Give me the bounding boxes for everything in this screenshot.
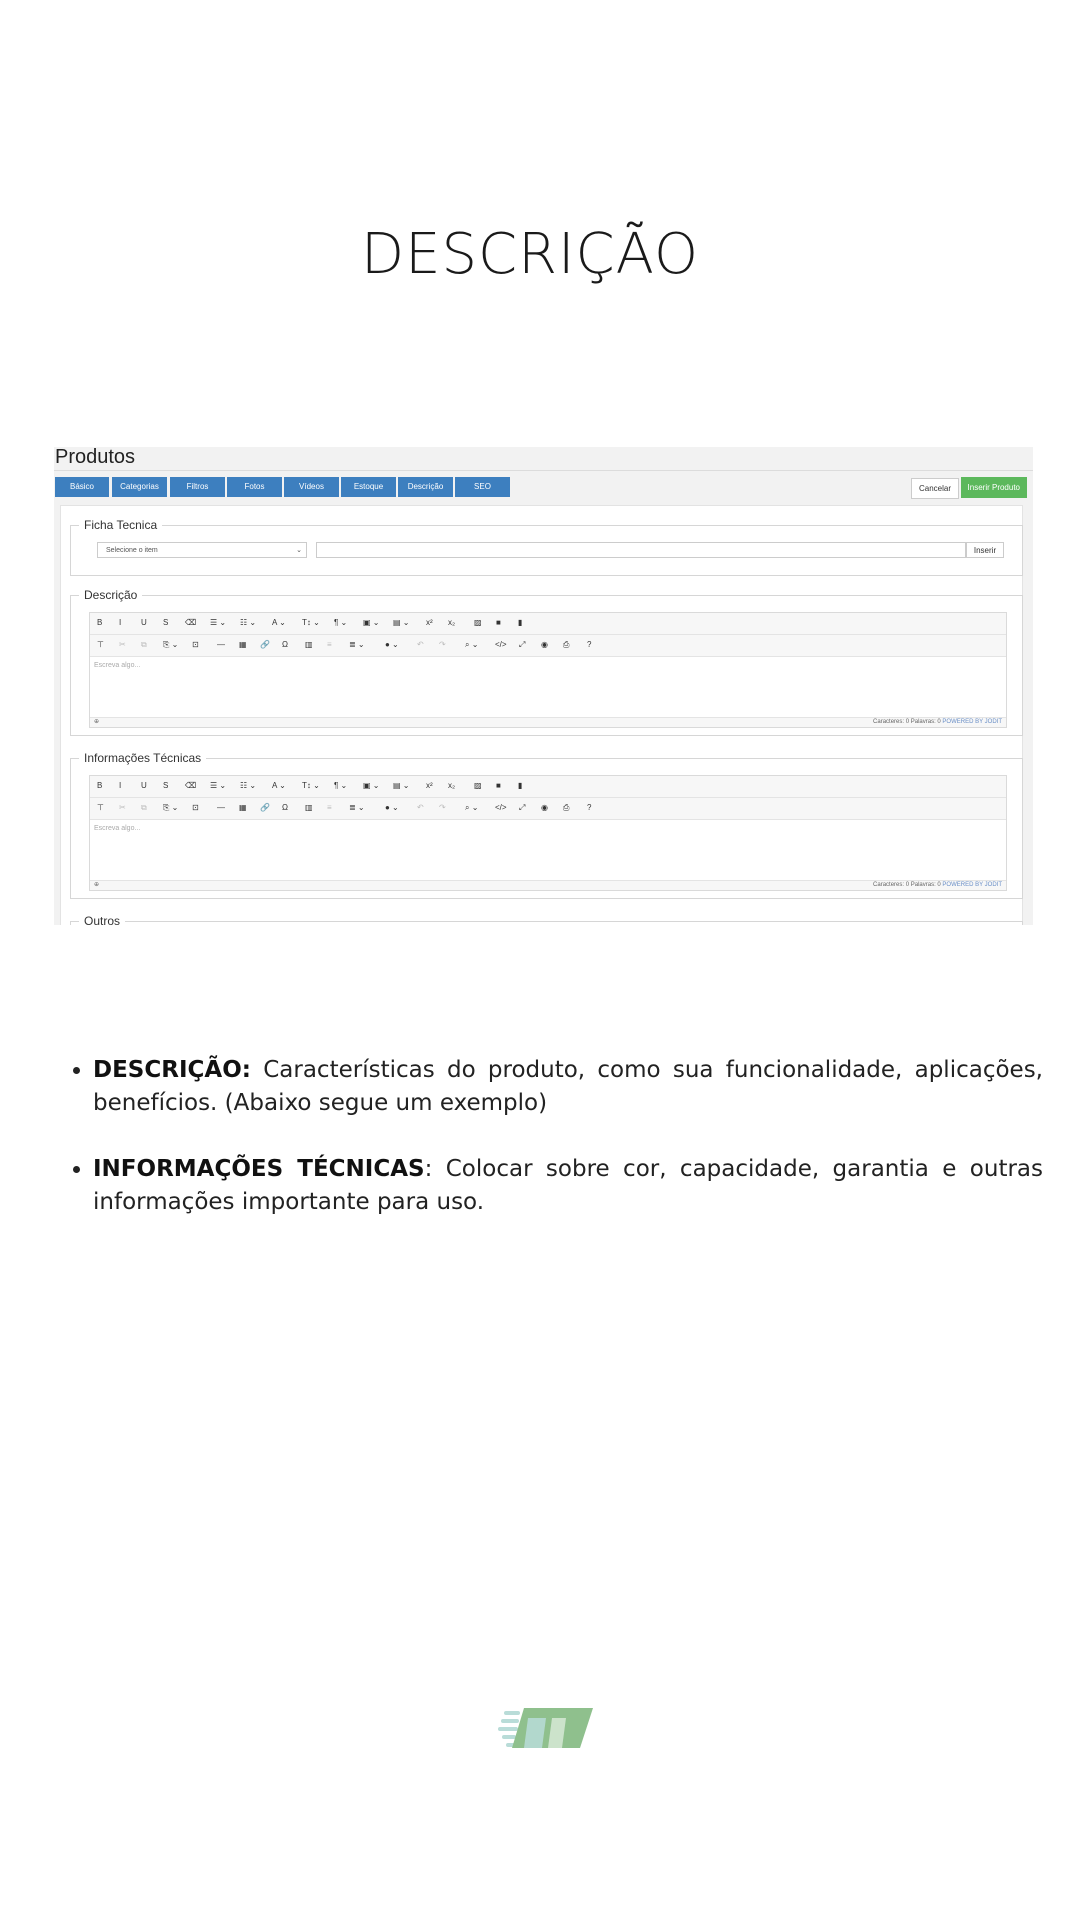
bullet-descricao xyxy=(93,1054,1043,1120)
undo-icon[interactable]: ↶ xyxy=(417,640,424,649)
informacoes-fieldset xyxy=(70,751,1023,899)
tab-categorias[interactable]: Categorias xyxy=(112,477,167,497)
align-left-icon[interactable]: ≣ ⌄ xyxy=(349,803,365,812)
editor-toolbar-row-2 xyxy=(90,635,1006,657)
print-icon[interactable]: ⎙ xyxy=(563,640,570,649)
descricao-fieldset xyxy=(70,588,1023,736)
tab-descricao[interactable]: Descrição xyxy=(398,477,453,497)
align-icon[interactable]: ▤ ⌄ xyxy=(393,618,410,627)
ordered-list-icon[interactable]: ☷ ⌄ xyxy=(240,618,257,627)
tab-bar xyxy=(54,477,1033,501)
help-icon[interactable]: ? xyxy=(587,803,592,812)
tab-filtros[interactable]: Filtros xyxy=(170,477,225,497)
select-all-icon[interactable]: ⊡ xyxy=(192,640,199,649)
editor-toolbar-row-1 xyxy=(90,776,1006,798)
block-icon[interactable]: ▣ ⌄ xyxy=(363,781,380,790)
unordered-list-icon[interactable]: ☰ ⌄ xyxy=(210,618,227,627)
unordered-list-icon[interactable]: ☰ ⌄ xyxy=(210,781,227,790)
cut-icon[interactable]: ✂ xyxy=(119,803,126,812)
tab-fotos[interactable]: Fotos xyxy=(227,477,282,497)
resize-handle-icon[interactable]: ⊕ xyxy=(94,882,100,888)
paste-icon[interactable]: ⎘ ⌄ xyxy=(163,803,179,812)
preview-icon[interactable]: ◉ xyxy=(541,803,548,812)
eraser-icon[interactable]: ⌫ xyxy=(185,618,197,627)
block-icon[interactable]: ▣ ⌄ xyxy=(363,618,380,627)
link-icon[interactable]: 🔗 xyxy=(260,803,270,812)
paragraph-icon[interactable]: ¶ ⌄ xyxy=(334,618,348,627)
brush-color-icon[interactable]: ● ⌄ xyxy=(385,640,399,649)
bold-icon[interactable]: B xyxy=(97,781,103,790)
status-right xyxy=(873,881,1002,890)
symbol-icon[interactable]: Ω xyxy=(282,640,288,649)
subscript-icon[interactable]: x₂ xyxy=(448,618,456,627)
descricao-editor-area[interactable]: Escreva algo... xyxy=(94,662,141,669)
ordered-list-icon[interactable]: ☷ ⌄ xyxy=(240,781,257,790)
ficha-select[interactable] xyxy=(97,542,307,558)
editor-toolbar-row-2 xyxy=(90,798,1006,820)
chevron-down-icon: ⌄ xyxy=(296,547,302,554)
indent-icon[interactable]: ▥ xyxy=(305,803,313,812)
file-icon[interactable]: ▮ xyxy=(518,781,523,790)
ficha-insert-button[interactable]: Inserir xyxy=(966,542,1004,558)
descricao-editor xyxy=(89,612,1007,728)
outdent-icon[interactable]: ≡ xyxy=(327,803,332,812)
font-size-icon[interactable]: T↕ ⌄ xyxy=(302,781,320,790)
word-counts: Caracteres: 0 Palavras: 0 xyxy=(873,719,941,725)
underline-icon[interactable]: U xyxy=(141,781,147,790)
cut-icon[interactable]: ✂ xyxy=(119,640,126,649)
description-bullets xyxy=(64,1054,1043,1252)
bullet-informacoes-term: INFORMAÇÕES TÉCNICAS xyxy=(93,1156,425,1182)
image-icon[interactable]: ▨ xyxy=(474,781,482,790)
bold-icon[interactable]: B xyxy=(97,618,103,627)
powered-by-link[interactable]: POWERED BY JODIT xyxy=(942,719,1002,725)
editor-toolbar-row-1 xyxy=(90,613,1006,635)
search-icon[interactable]: ⌕ ⌄ xyxy=(465,803,479,812)
source-icon[interactable]: </> xyxy=(495,640,507,649)
preview-icon[interactable]: ◉ xyxy=(541,640,548,649)
form-content xyxy=(60,505,1023,925)
tab-estoque[interactable]: Estoque xyxy=(341,477,396,497)
help-icon[interactable]: ? xyxy=(587,640,592,649)
fullscreen-icon[interactable]: ⤢ xyxy=(519,640,526,649)
subscript-icon[interactable]: x₂ xyxy=(448,781,456,790)
screenshot-header: Produtos xyxy=(54,447,1033,471)
horizontal-rule-icon[interactable]: — xyxy=(217,803,225,812)
superscript-icon[interactable]: x² xyxy=(426,618,433,627)
page-title: DESCRIÇÃO xyxy=(360,222,700,287)
italic-icon[interactable]: I xyxy=(119,618,122,627)
table-icon[interactable]: ▦ xyxy=(239,640,247,649)
image-icon[interactable]: ▨ xyxy=(474,618,482,627)
search-icon[interactable]: ⌕ ⌄ xyxy=(465,640,479,649)
descricao-legend: Descrição xyxy=(84,588,138,602)
ficha-tecnica-fieldset xyxy=(70,518,1023,576)
informacoes-legend: Informações Técnicas xyxy=(84,751,202,765)
undo-icon[interactable]: ↶ xyxy=(417,803,424,812)
editor-status-bar xyxy=(90,880,1006,890)
link-icon[interactable]: 🔗 xyxy=(260,640,270,649)
bullet-informacoes-text: : Colocar sobre cor, capacidade, garantia e outras informações importante para uso. xyxy=(93,1156,1043,1215)
tab-basico[interactable]: Básico xyxy=(55,477,109,497)
format-paint-icon[interactable]: ⊤ xyxy=(97,803,104,812)
ficha-tecnica-legend: Ficha Tecnica xyxy=(84,518,158,532)
status-right xyxy=(873,718,1002,727)
copy-icon[interactable]: ⧉ xyxy=(141,803,147,812)
informacoes-editor xyxy=(89,775,1007,891)
ficha-select-value: Selecione o item xyxy=(106,547,158,554)
video-icon[interactable]: ■ xyxy=(496,618,501,627)
outros-legend: Outros xyxy=(84,914,121,925)
table-icon[interactable]: ▦ xyxy=(239,803,247,812)
resize-handle-icon[interactable]: ⊕ xyxy=(94,719,100,725)
strikethrough-icon[interactable]: S xyxy=(163,618,169,627)
paragraph-icon[interactable]: ¶ ⌄ xyxy=(334,781,348,790)
symbol-icon[interactable]: Ω xyxy=(282,803,288,812)
brand-logo xyxy=(498,1706,593,1750)
format-paint-icon[interactable]: ⊤ xyxy=(97,640,104,649)
font-icon[interactable]: A ⌄ xyxy=(272,781,286,790)
superscript-icon[interactable]: x² xyxy=(426,781,433,790)
word-counts: Caracteres: 0 Palavras: 0 xyxy=(873,882,941,888)
tab-videos[interactable]: Vídeos xyxy=(284,477,339,497)
video-icon[interactable]: ■ xyxy=(496,781,501,790)
copy-icon[interactable]: ⧉ xyxy=(141,640,147,649)
powered-by-link[interactable]: POWERED BY JODIT xyxy=(942,882,1002,888)
ficha-value-input[interactable] xyxy=(316,542,966,558)
eraser-icon[interactable]: ⌫ xyxy=(185,781,197,790)
insert-product-button[interactable]: Inserir Produto xyxy=(961,477,1027,498)
font-icon[interactable]: A ⌄ xyxy=(272,618,286,627)
bullet-descricao-term: DESCRIÇÃO: xyxy=(93,1057,251,1083)
editor-status-bar xyxy=(90,717,1006,727)
bullet-informacoes xyxy=(93,1153,1043,1219)
file-icon[interactable]: ▮ xyxy=(518,618,523,627)
tab-seo[interactable]: SEO xyxy=(455,477,510,497)
admin-screenshot xyxy=(54,447,1033,925)
outros-fieldset xyxy=(70,914,1023,925)
font-size-icon[interactable]: T↕ ⌄ xyxy=(302,618,320,627)
align-left-icon[interactable]: ≣ ⌄ xyxy=(349,640,365,649)
italic-icon[interactable]: I xyxy=(119,781,122,790)
source-icon[interactable]: </> xyxy=(495,803,507,812)
outdent-icon[interactable]: ≡ xyxy=(327,640,332,649)
print-icon[interactable]: ⎙ xyxy=(563,803,570,812)
paste-icon[interactable]: ⎘ ⌄ xyxy=(163,640,179,649)
underline-icon[interactable]: U xyxy=(141,618,147,627)
strikethrough-icon[interactable]: S xyxy=(163,781,169,790)
align-icon[interactable]: ▤ ⌄ xyxy=(393,781,410,790)
horizontal-rule-icon[interactable]: — xyxy=(217,640,225,649)
informacoes-editor-area[interactable]: Escreva algo... xyxy=(94,825,141,832)
fullscreen-icon[interactable]: ⤢ xyxy=(519,803,526,812)
redo-icon[interactable]: ↷ xyxy=(439,803,446,812)
redo-icon[interactable]: ↷ xyxy=(439,640,446,649)
indent-icon[interactable]: ▥ xyxy=(305,640,313,649)
bullet-descricao-text: Características do produto, como sua funcionalidade, aplicações, benefícios. (Abaixo segue um exemplo) xyxy=(93,1057,1043,1116)
cancel-button[interactable]: Cancelar xyxy=(911,478,959,499)
brush-color-icon[interactable]: ● ⌄ xyxy=(385,803,399,812)
select-all-icon[interactable]: ⊡ xyxy=(192,803,199,812)
